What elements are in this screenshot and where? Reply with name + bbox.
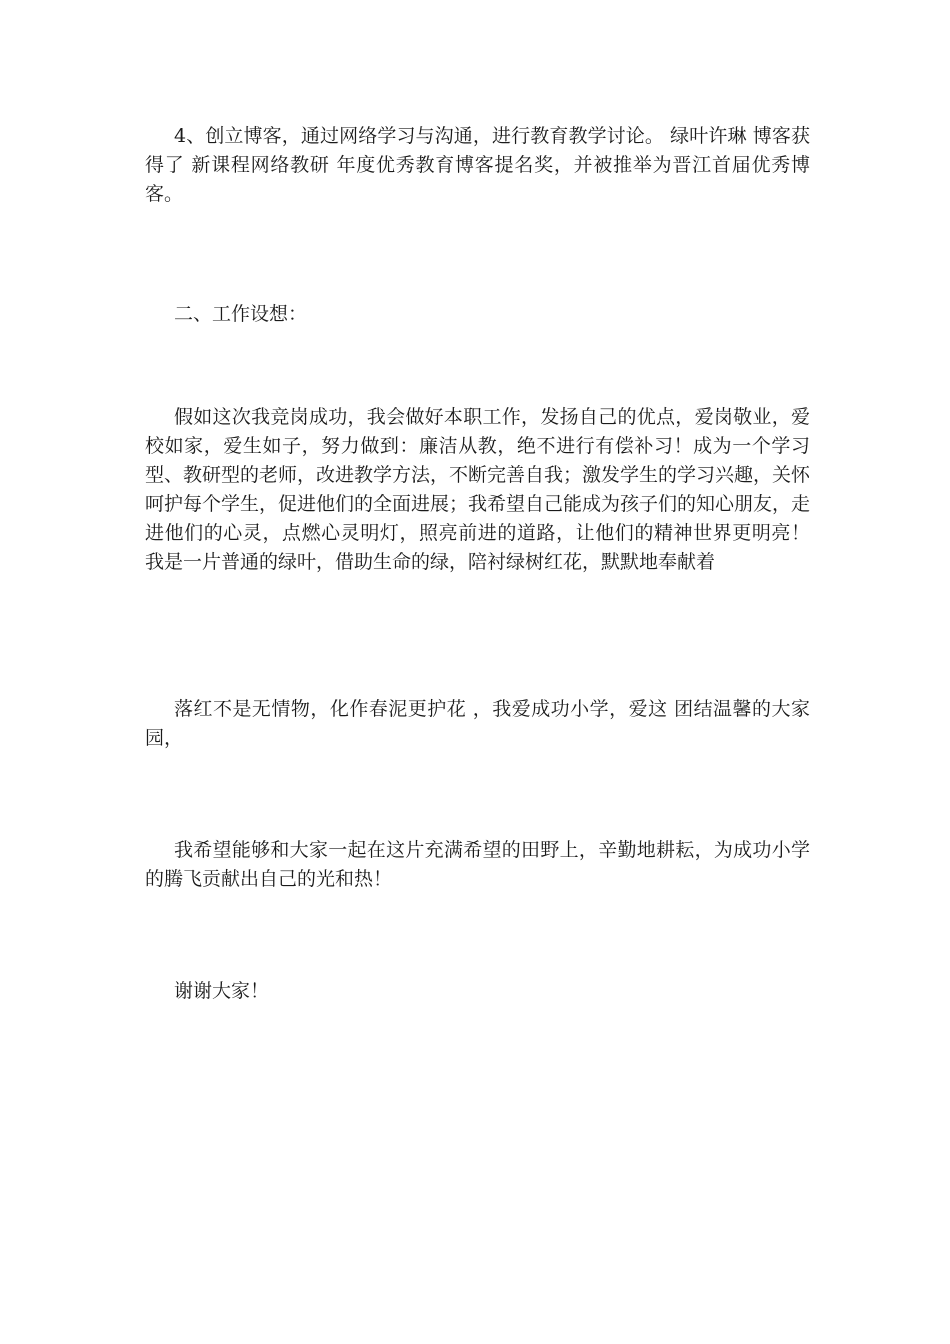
section-heading-work-plan: 二、工作设想：: [174, 303, 308, 325]
paragraph-blog: 4、创立博客，通过网络学习与沟通，进行教育教学讨论。 绿叶许琳 博客获得了 新课程网络教研 年度优秀教育博客提名奖，并被推举为晋江首届优秀博客。: [145, 125, 810, 205]
paragraph-thanks: 谢谢大家！: [174, 980, 270, 1002]
paragraph-poem: 落红不是无情物，化作春泥更护花 ，我爱成功小学，爱这 团结温馨的大家园，: [145, 698, 810, 749]
paragraph-hope: 我希望能够和大家一起在这片充满希望的田野上，辛勤地耕耘，为成功小学的腾飞贡献出自己的光和热！: [145, 839, 810, 890]
paragraph-work-plan: 假如这次我竞岗成功，我会做好本职工作，发扬自己的优点，爱岗敬业，爱校如家，爱生如子，努力做到：廉洁从教，绝不进行有偿补习！成为一个学习型、教研型的老师，改进教学方法，不断完善自我；激发学生的学习兴趣，关怀呵护每个学生，促进他们的全面进展；我希望自己能成为孩子们的知心朋友，走进他们的心灵，点燃心灵明灯，照亮前进的道路，让他们的精神世界更明亮！ 我是一片普通的绿叶，借助生命的绿，陪衬绿树红花，默默地奉献着: [145, 406, 811, 573]
